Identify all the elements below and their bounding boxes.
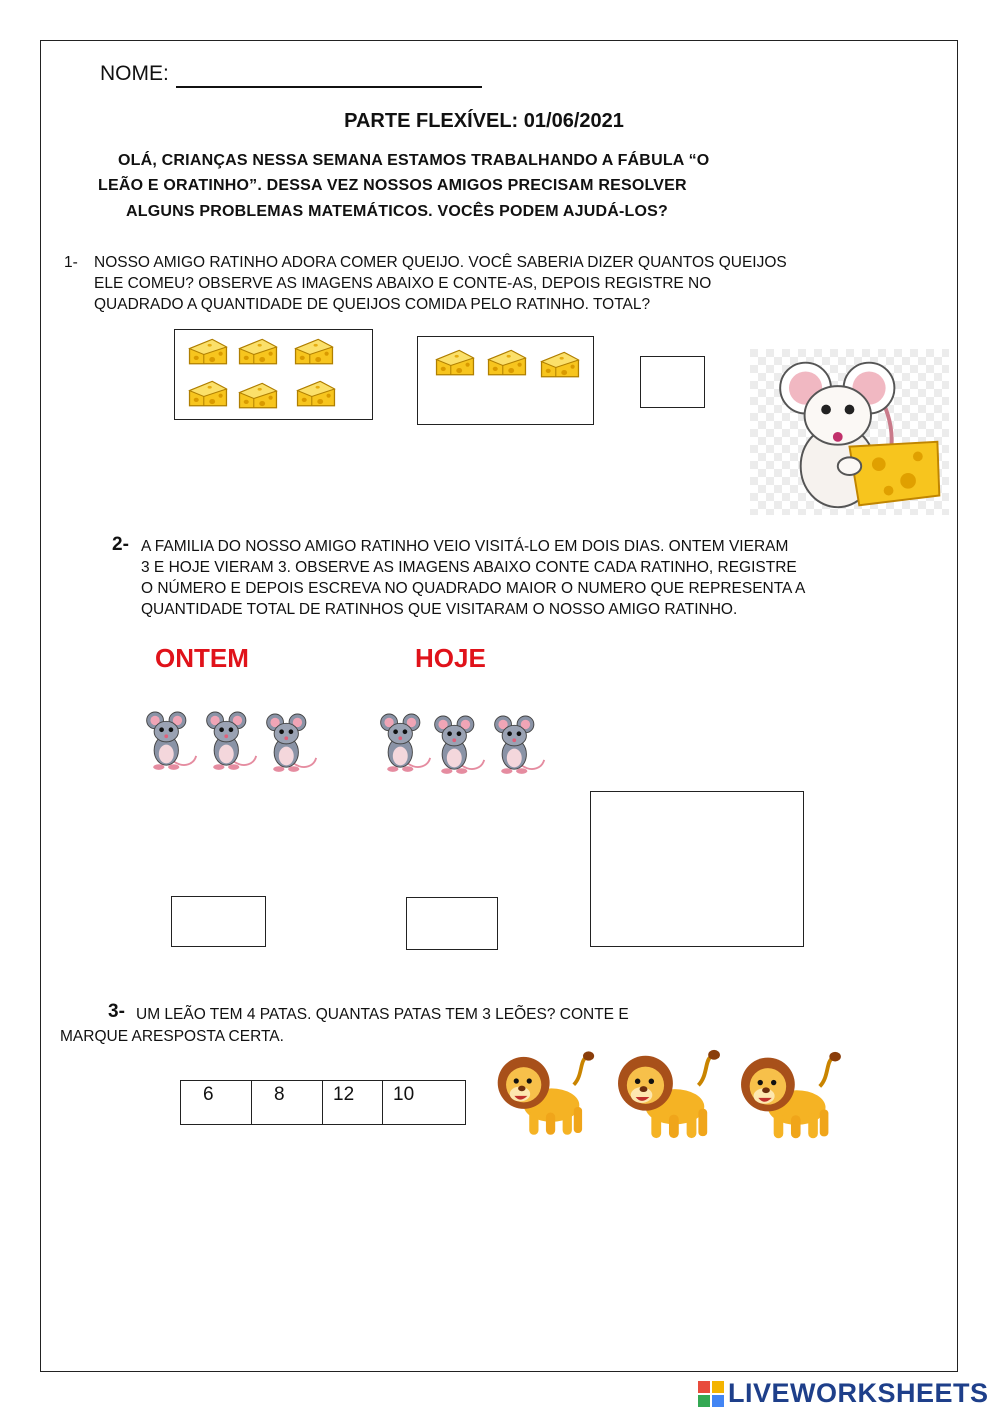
liveworksheets-logo bbox=[698, 1378, 989, 1409]
ontem-count-box[interactable] bbox=[171, 896, 266, 947]
intro-line-2: LEÃO E ORATINHO”. DESSA VEZ NOSSOS AMIGOS PRECISAM RESOLVER bbox=[98, 177, 687, 194]
q2-line-1: A FAMILIA DO NOSSO AMIGO RATINHO VEIO VISITÁ-LO EM DOIS DIAS. ONTEM VIERAM bbox=[141, 538, 789, 555]
option-6[interactable]: 6 bbox=[181, 1081, 252, 1125]
q2-line-2: 3 E HOJE VIERAM 3. OBSERVE AS IMAGENS ABAIXO CONTE CADA RATINHO, REGISTRE bbox=[141, 559, 797, 576]
cheese-icon bbox=[187, 378, 229, 410]
cheese-icon bbox=[539, 349, 581, 381]
total-mice-box[interactable] bbox=[590, 791, 804, 947]
cheese-icon bbox=[295, 378, 337, 410]
mouse-icon bbox=[376, 708, 432, 776]
mouse-icon bbox=[202, 706, 258, 774]
q2-line-3: O NÚMERO E DEPOIS ESCREVA NO QUADRADO MAIOR O NUMERO QUE REPRESENTA A bbox=[141, 580, 806, 597]
hoje-count-box[interactable] bbox=[406, 897, 498, 950]
cheese-icon bbox=[237, 380, 279, 412]
q2-number: 2- bbox=[112, 534, 129, 555]
q2-line-4: QUANTIDADE TOTAL DE RATINHOS QUE VISITARAM O NOSSO AMIGO RATINHO. bbox=[141, 601, 738, 618]
answer-options-table bbox=[180, 1080, 466, 1125]
page-title: PARTE FLEXÍVEL: 01/06/2021 bbox=[344, 110, 624, 132]
name-label: NOME: bbox=[100, 62, 169, 85]
mouse-icon bbox=[430, 710, 486, 778]
cheese-icon bbox=[434, 347, 476, 379]
cheese-icon bbox=[486, 347, 528, 379]
option-12[interactable]: 12 bbox=[323, 1081, 383, 1125]
q1-line-1: NOSSO AMIGO RATINHO ADORA COMER QUEIJO. VOCÊ SABERIA DIZER QUANTOS QUEIJOS bbox=[94, 254, 787, 271]
lion-icon bbox=[494, 1046, 596, 1142]
name-input-line[interactable] bbox=[176, 86, 482, 88]
brand-text: LIVEWORKSHEETS bbox=[728, 1378, 989, 1408]
q1-number: 1- bbox=[64, 254, 78, 271]
mouse-eating-cheese-image bbox=[750, 349, 949, 515]
lion-icon bbox=[612, 1046, 724, 1144]
cheese-group-2 bbox=[417, 336, 594, 425]
q3-line-2: MARQUE ARESPOSTA CERTA. bbox=[60, 1028, 284, 1045]
q3-line-1: UM LEÃO TEM 4 PATAS. QUANTAS PATAS TEM 3 LEÕES? CONTE E bbox=[136, 1006, 629, 1023]
label-hoje: HOJE bbox=[415, 643, 486, 673]
cheese-icon bbox=[187, 336, 229, 368]
option-10[interactable]: 10 bbox=[383, 1081, 466, 1125]
cheese-icon bbox=[237, 336, 279, 368]
mouse-icon bbox=[142, 706, 198, 774]
q1-answer-box[interactable] bbox=[640, 356, 705, 408]
label-ontem: ONTEM bbox=[155, 643, 249, 673]
q1-line-2: ELE COMEU? OBSERVE AS IMAGENS ABAIXO E CONTE-AS, DEPOIS REGISTRE NO bbox=[94, 275, 712, 292]
cheese-icon bbox=[293, 336, 335, 368]
cheese-group-1 bbox=[174, 329, 373, 420]
lion-icon bbox=[736, 1048, 844, 1144]
liveworksheets-icon bbox=[698, 1381, 724, 1407]
intro-line-1: OLÁ, CRIANÇAS NESSA SEMANA ESTAMOS TRABALHANDO A FÁBULA “O bbox=[118, 152, 710, 169]
mouse-icon bbox=[490, 710, 546, 778]
q1-line-3: QUADRADO A QUANTIDADE DE QUEIJOS COMIDA PELO RATINHO. TOTAL? bbox=[94, 296, 651, 313]
mouse-icon bbox=[262, 708, 318, 776]
option-8[interactable]: 8 bbox=[252, 1081, 323, 1125]
intro-line-3: ALGUNS PROBLEMAS MATEMÁTICOS. VOCÊS PODEM AJUDÁ-LOS? bbox=[126, 203, 668, 220]
q3-number: 3- bbox=[108, 1001, 125, 1022]
